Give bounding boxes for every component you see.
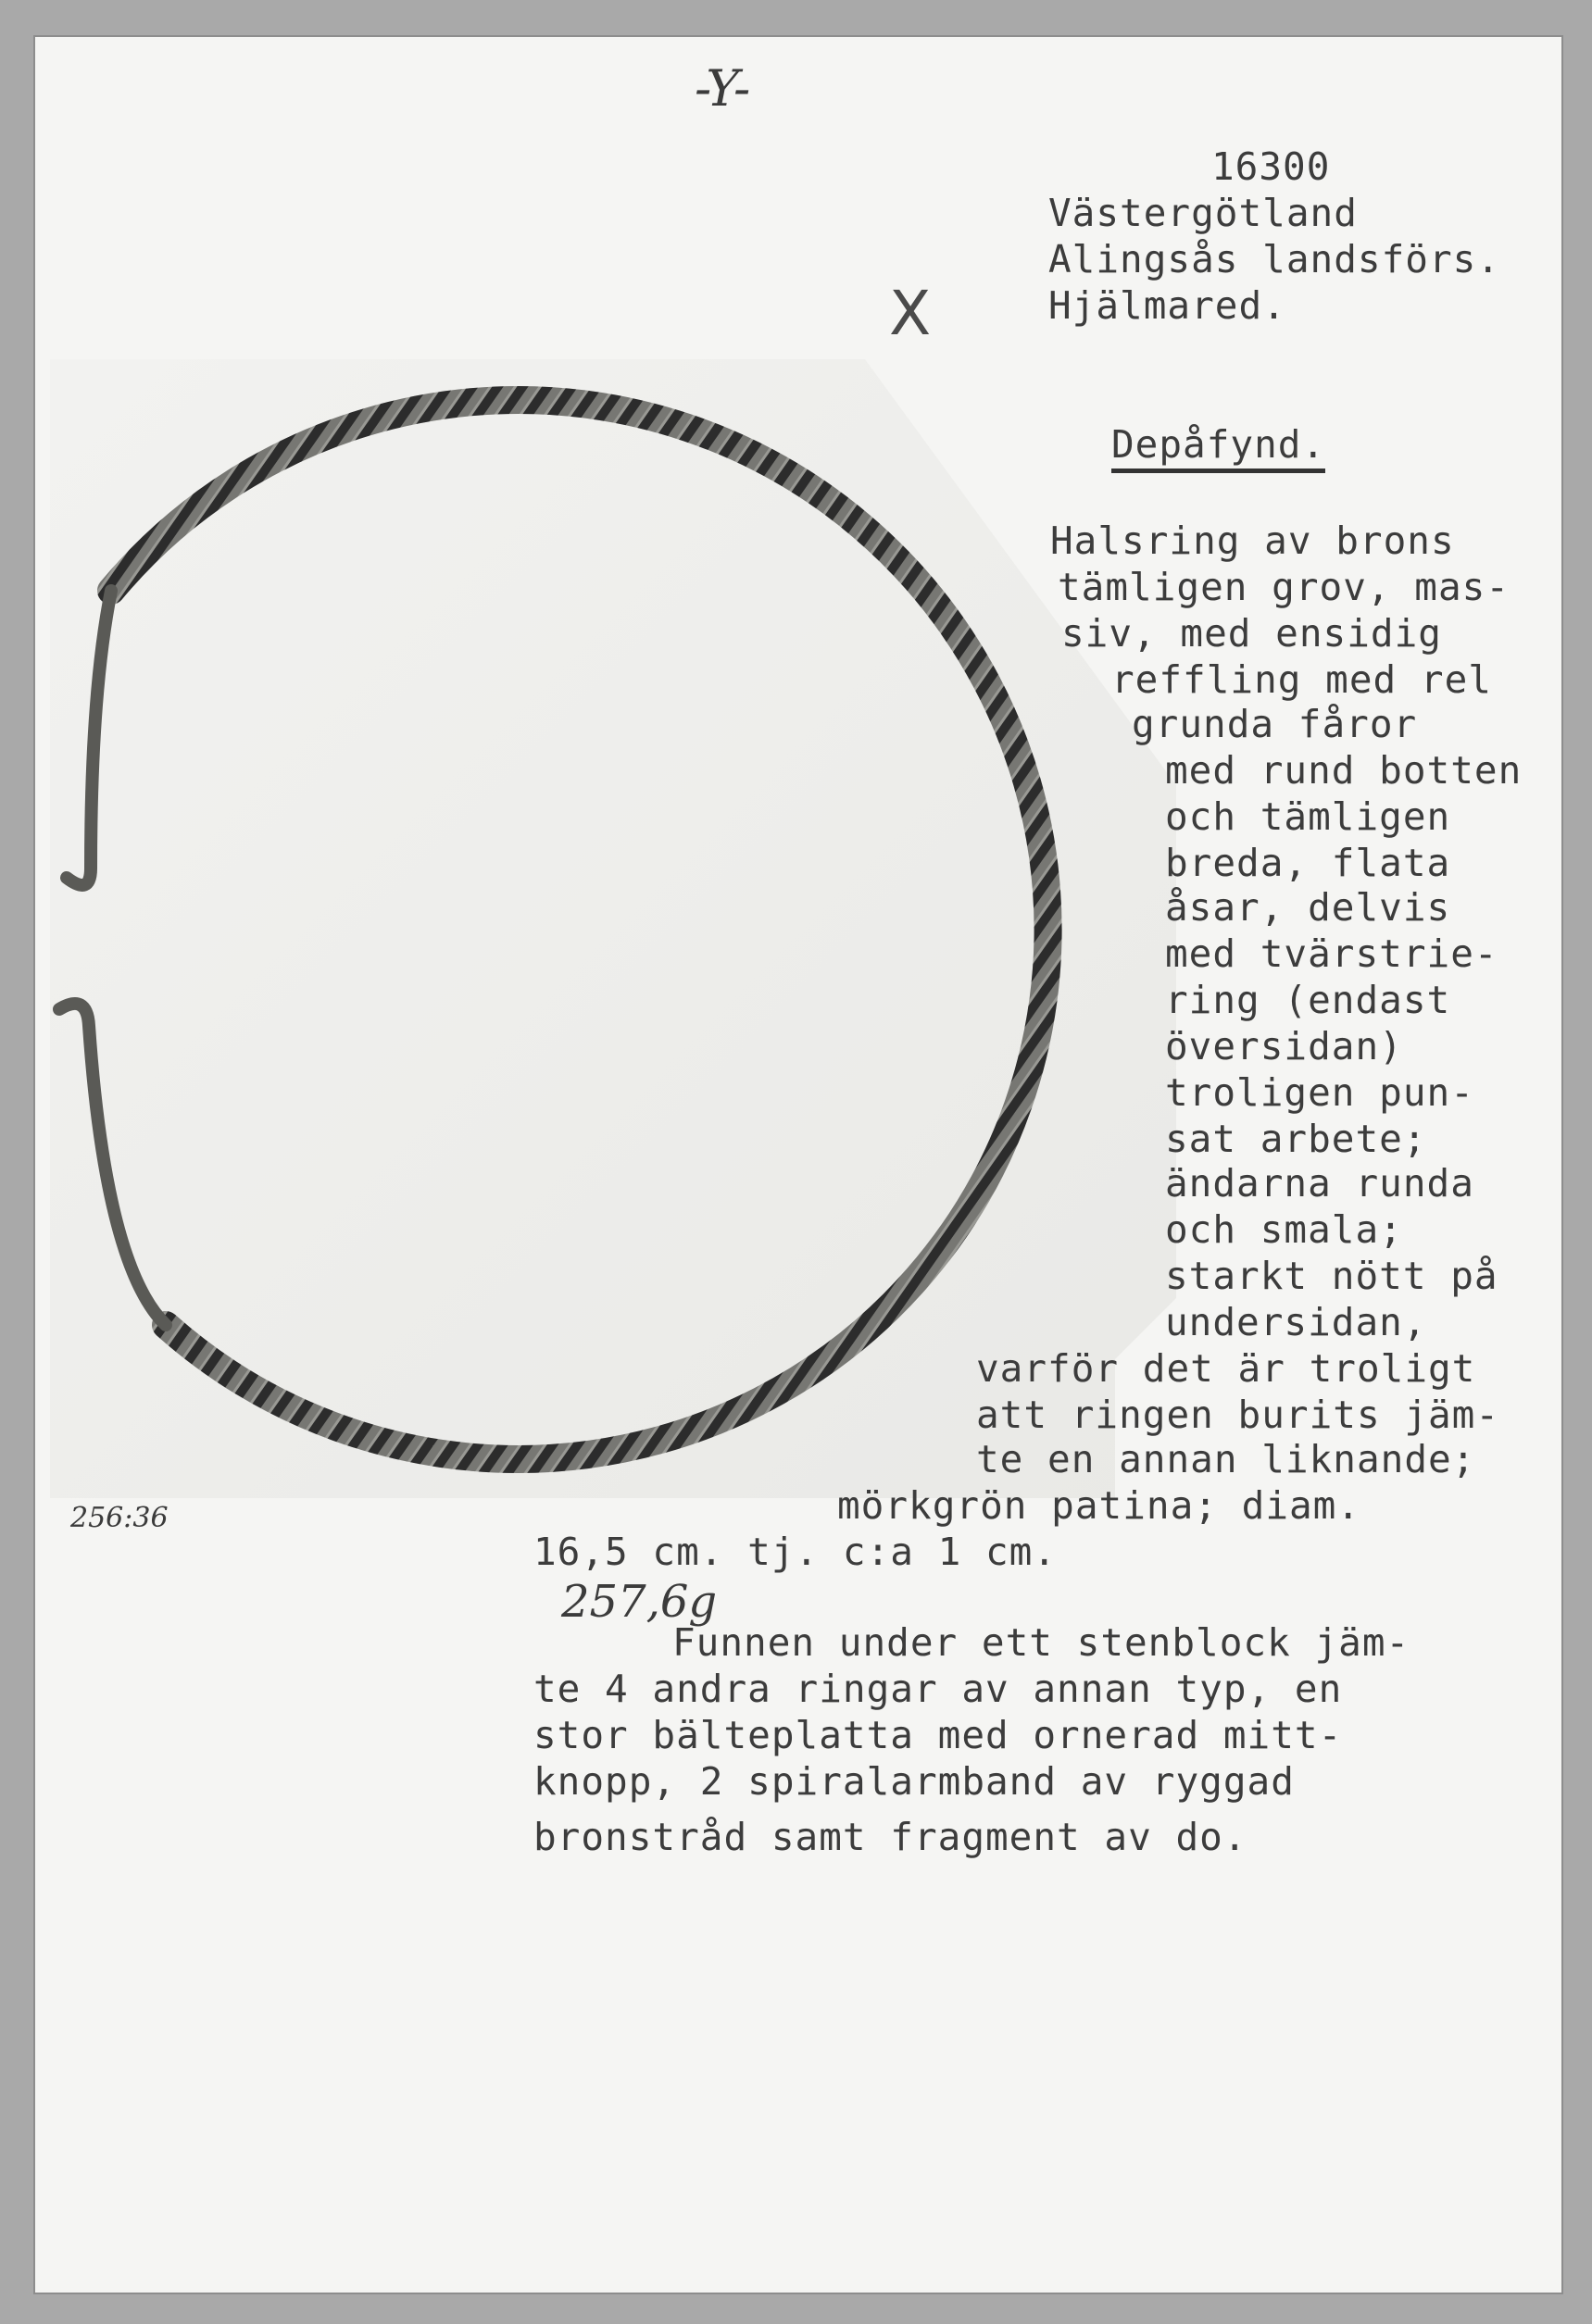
description-line: mörkgrön patina; diam. [837,1483,1361,1528]
place: Hjälmared. [1048,283,1286,328]
description-line: ring (endast [1165,978,1451,1022]
description-line: reffling med rel [1111,657,1492,702]
page-mark: -Y- [695,59,751,118]
find-context-line: Funnen under ett stenblock jäm- [672,1620,1410,1665]
description-line: te en annan liknande; [976,1437,1476,1481]
description-line: siv, med ensidig [1061,611,1442,656]
province: Västergötland [1048,191,1358,235]
photo-number: 256:36 [70,1502,169,1534]
description-line: tämligen grov, mas- [1058,565,1510,609]
description-line: med rund botten [1165,748,1523,793]
description-line: breda, flata [1165,841,1451,885]
parish: Alingsås landsförs. [1048,237,1500,281]
find-context-line: stor bälteplatta med ornerad mitt- [533,1713,1343,1757]
description-line: 16,5 cm. tj. c:a 1 cm. [533,1530,1058,1574]
bronze-neck-ring-image [50,359,1176,1498]
description-line: grunda fåror [1132,702,1418,746]
description-line: starkt nött på [1165,1254,1498,1298]
find-context-line: bronstråd samt fragment av do. [533,1815,1247,1859]
description-line: åsar, delvis [1165,885,1451,930]
find-context-line: te 4 andra ringar av annan typ, en [533,1667,1343,1711]
description-line: att ringen burits jäm- [976,1393,1500,1437]
description-line: och tämligen [1165,794,1451,839]
description-line: sat arbete; [1165,1117,1427,1161]
description-line: undersidan, [1165,1300,1427,1344]
description-line: ändarna runda [1165,1161,1474,1206]
find-type-heading: Depåfynd. [1111,422,1325,473]
description-line: med tvärstrie- [1165,931,1498,976]
description-line: Halsring av brons [1050,519,1455,563]
weight-annotation: 257,6g [561,1576,718,1628]
catalog-number: 16300 [1211,144,1331,189]
object-photograph [50,359,1176,1498]
description-line: och smala; [1165,1207,1403,1252]
cross-mark: X [889,278,932,349]
description-line: varför det är troligt [976,1346,1476,1391]
catalog-card [33,35,1563,2294]
description-line: troligen pun- [1165,1070,1474,1115]
description-line: översidan) [1165,1024,1403,1068]
find-context-line: knopp, 2 spiralarmband av ryggad [533,1759,1295,1804]
